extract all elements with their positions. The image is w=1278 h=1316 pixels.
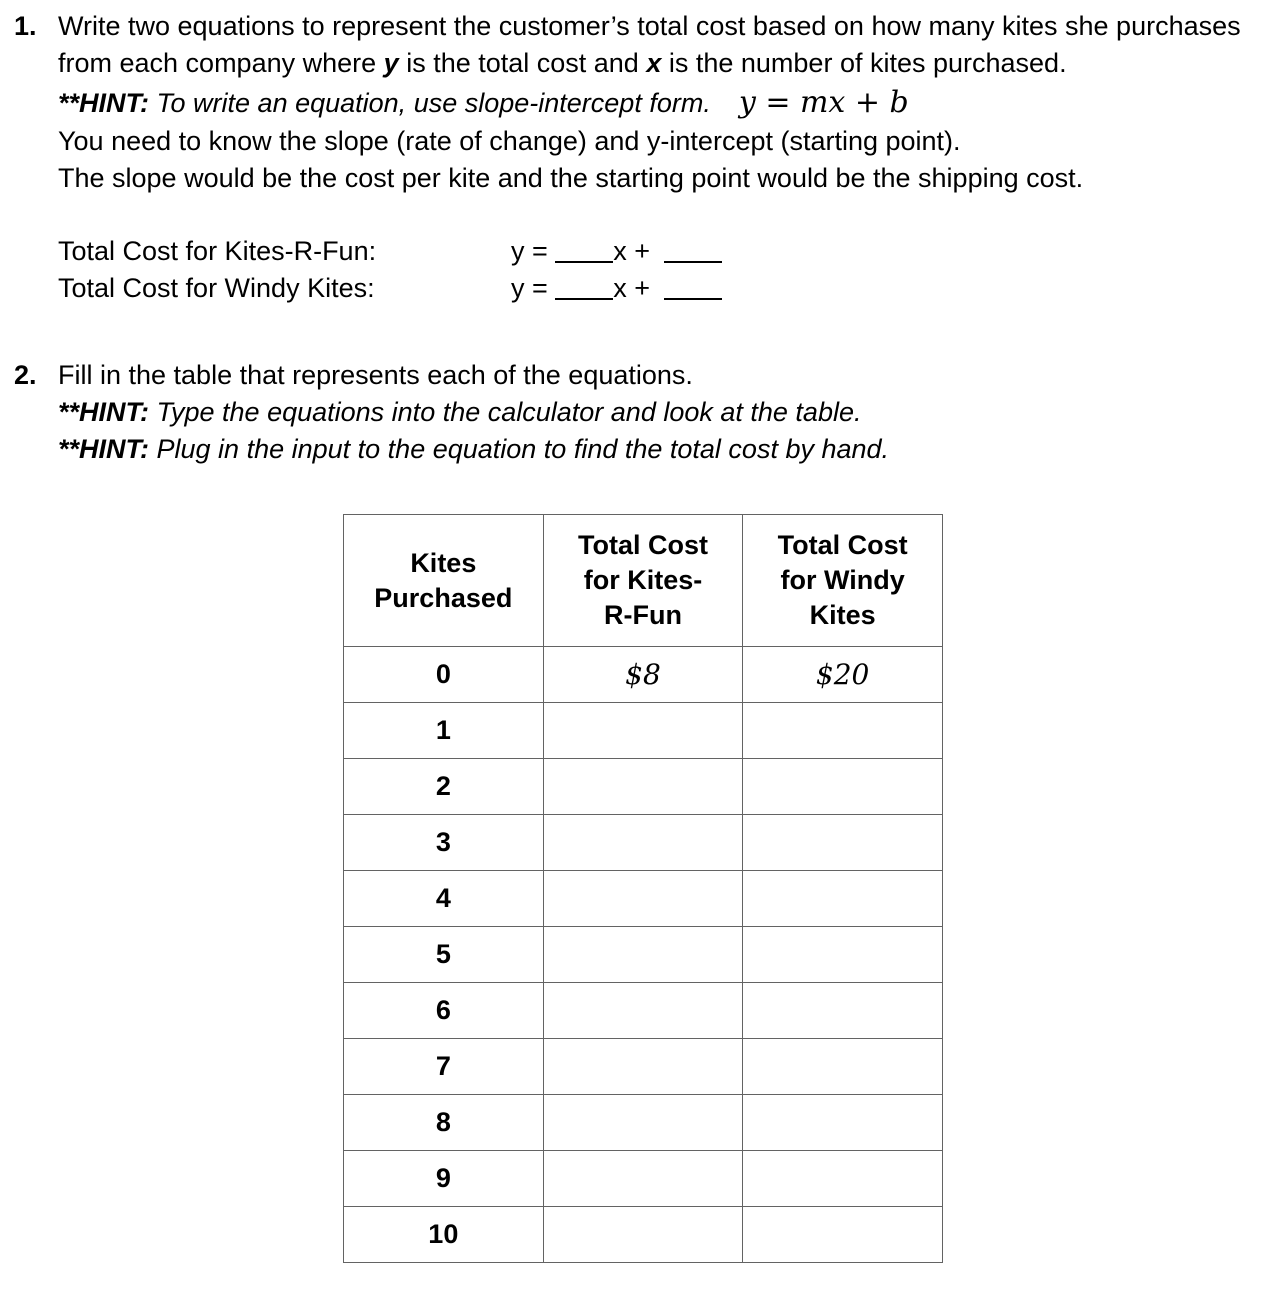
problem-1-text-c: is the number of kites purchased. [661,47,1067,78]
intercept-blank-kites-r-fun[interactable] [664,261,722,263]
problem-1-body [58,8,1260,307]
problem-1-note-1: You need to know the slope (rate of change) and y-intercept (starting point). [58,126,961,157]
table-row [344,703,943,759]
table-row [344,815,943,871]
variable-x: x [646,47,662,78]
windy-kites-cost-cell[interactable] [743,983,943,1039]
problem-2-hint-1 [58,394,1260,431]
windy-kites-cost-cell[interactable] [743,1095,943,1151]
windy-kites-cost-cell[interactable] [743,1039,943,1095]
slope-blank-kites-r-fun[interactable] [555,261,613,263]
problem-1-note-2: The slope would be the cost per kite and the starting point would be the shipping cost. [58,163,1084,194]
kites-purchased-cell: 7 [344,1039,544,1095]
kites-purchased-cell: 6 [344,983,544,1039]
kites-purchased-cell: 4 [344,871,544,927]
hint-text: Plug in the input to the equation to find the total cost by hand. [156,433,890,464]
table-row [344,759,943,815]
slope-blank-windy-kites[interactable] [555,298,613,300]
table-row [344,1207,943,1263]
table-row [344,647,943,703]
windy-kites-cost-cell[interactable] [743,927,943,983]
equation-body-windy-kites [511,270,722,307]
header-total-cost-windy-kites: Total Cost for Windy Kites [743,514,943,646]
table-row [344,1095,943,1151]
equation-body-kites-r-fun [511,233,722,270]
windy-kites-cost-cell[interactable] [743,703,943,759]
kites-purchased-cell: 2 [344,759,544,815]
x-plus-text: x + [613,236,651,267]
kites-r-fun-cost-cell: $8 [543,647,743,703]
problem-1 [14,8,1260,307]
equation-row-kites-r-fun [58,233,1260,270]
slope-intercept-formula: y = mx + b [738,84,909,120]
y-equals-text: y = [511,236,548,267]
hint-text: Type the equations into the calculator and look at the table. [156,396,862,427]
kites-r-fun-cost-cell[interactable] [543,759,743,815]
problem-2-body [58,357,1260,468]
intercept-blank-windy-kites[interactable] [664,298,722,300]
table-row [344,927,943,983]
header-kites-purchased: Kites Purchased [344,514,544,646]
kites-purchased-cell: 3 [344,815,544,871]
problem-1-text-a: Write two equations to represent the customer’s total cost based on how many kites she purchases from each company where [58,11,1241,78]
problem-1-text-b: is the total cost and [398,47,647,78]
problem-1-number: 1. [14,11,37,41]
windy-kites-cost-cell[interactable] [743,1151,943,1207]
header-total-cost-kites-r-fun: Total Cost for Kites-R-Fun [543,514,743,646]
kites-purchased-cell: 8 [344,1095,544,1151]
kites-r-fun-cost-cell[interactable] [543,983,743,1039]
table-row [344,983,943,1039]
problem-1-hint [58,82,1260,123]
kites-r-fun-cost-cell[interactable] [543,1039,743,1095]
hint-text: To write an equation, use slope-intercept form. [156,87,711,118]
variable-y: y [383,47,399,78]
table-header-row [344,514,943,646]
cost-table [343,514,943,1263]
kites-r-fun-cost-cell[interactable] [543,927,743,983]
problem-2-hint-2 [58,431,1260,468]
hint-label: **HINT: [58,396,149,427]
kites-purchased-cell: 10 [344,1207,544,1263]
kites-r-fun-cost-cell[interactable] [543,703,743,759]
windy-kites-cost-cell: $20 [743,647,943,703]
problem-2 [14,357,1260,468]
kites-r-fun-cost-cell[interactable] [543,871,743,927]
problem-2-number: 2. [14,360,37,390]
equation-label-kites-r-fun: Total Cost for Kites-R-Fun: [58,236,377,267]
problem-2-text: Fill in the table that represents each of the equations. [58,360,693,390]
kites-r-fun-cost-cell[interactable] [543,1095,743,1151]
x-plus-text: x + [613,273,651,304]
windy-kites-cost-cell[interactable] [743,759,943,815]
kites-r-fun-cost-cell[interactable] [543,1151,743,1207]
hint-label: **HINT: [58,433,149,464]
problem-1-text [58,8,1260,82]
windy-kites-cost-cell[interactable] [743,815,943,871]
kites-r-fun-cost-cell[interactable] [543,1207,743,1263]
equation-block [58,233,1260,307]
table-row [344,871,943,927]
kites-purchased-cell: 5 [344,927,544,983]
table-row [344,1039,943,1095]
windy-kites-cost-cell[interactable] [743,1207,943,1263]
y-equals-text: y = [511,273,548,304]
windy-kites-cost-cell[interactable] [743,871,943,927]
kites-purchased-cell: 9 [344,1151,544,1207]
kites-r-fun-cost-cell[interactable] [543,815,743,871]
hint-label: **HINT: [58,87,149,118]
equation-row-windy-kites [58,270,1260,307]
equation-label-windy-kites: Total Cost for Windy Kites: [58,273,375,304]
table-row [344,1151,943,1207]
kites-purchased-cell: 1 [344,703,544,759]
kites-purchased-cell: 0 [344,647,544,703]
